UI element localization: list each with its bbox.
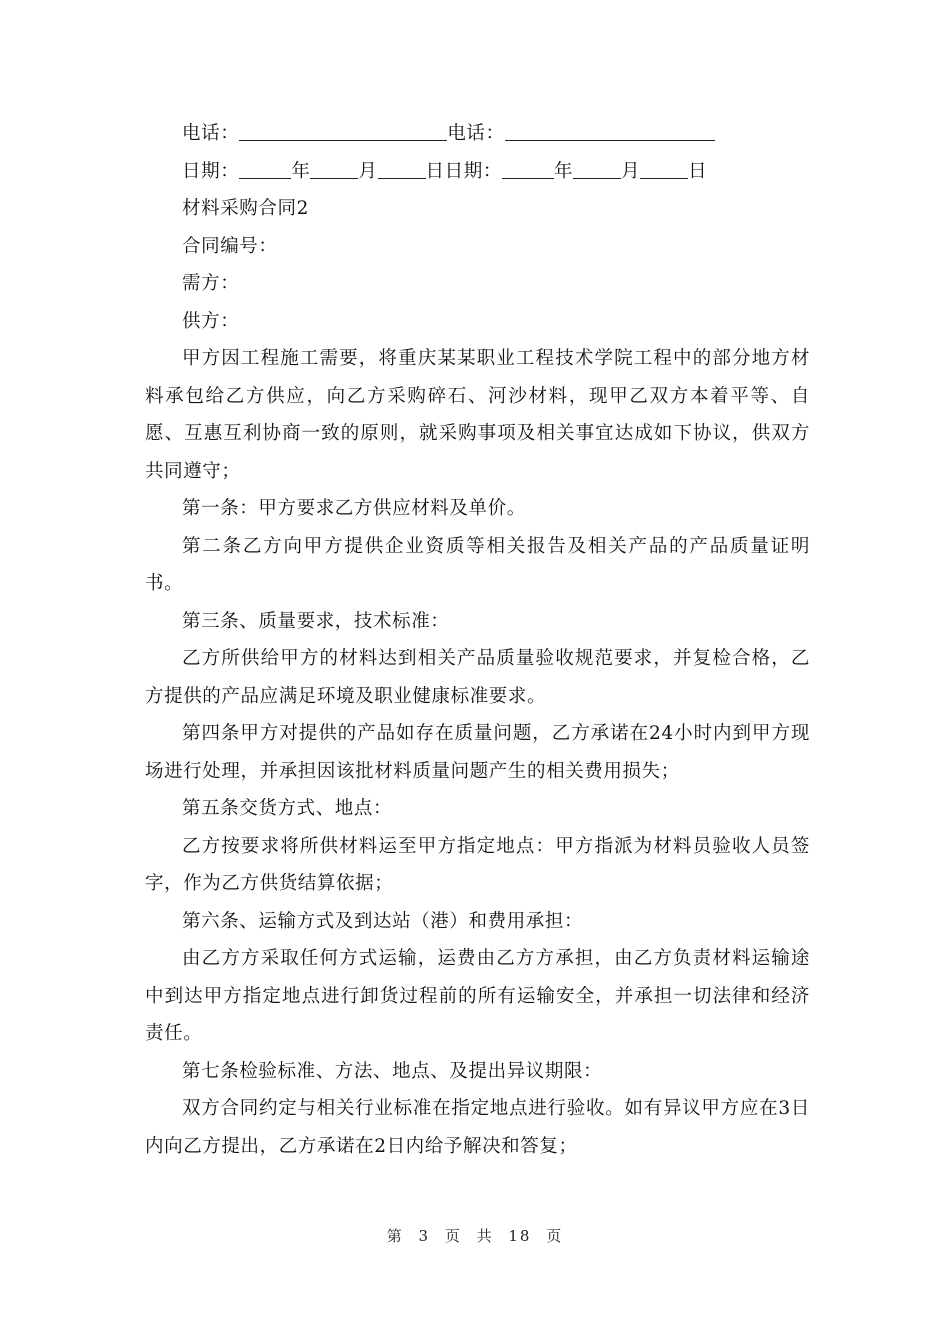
paragraph-article-2: 第二条乙方向甲方提供企业资质等相关报告及相关产品的产品质量证明书。 [145, 535, 810, 594]
paragraph-article-6-body: 由乙方方采取任何方式运输，运费由乙方方承担，由乙方负责材料运输途中到达甲方指定地点进行卸货过程前的所有运输安全，并承担一切法律和经济责任。 [145, 948, 810, 1044]
buyer-label: 需方： [182, 273, 240, 294]
page-footer: 第 3 页 共 18 页 [386, 1227, 564, 1245]
document-body [145, 115, 810, 1165]
paragraph-article-5-body: 乙方按要求将所供材料运至甲方指定地点：甲方指派为材料员验收人员签字，作为乙方供货结算依据； [145, 835, 810, 894]
contract-number-label: 合同编号： [182, 235, 278, 257]
date-row [145, 153, 810, 191]
paragraph-article-7-body: 双方合同约定与相关行业标准在指定地点进行验收。如有异议甲方应在3日内向乙方提出，乙方承诺在2日内给予解决和答复； [145, 1098, 810, 1157]
year-blank-a [239, 160, 291, 179]
year-label-a: 年 [291, 160, 311, 182]
paragraph-article-5-heading: 第五条交货方式、地点： [182, 798, 393, 819]
contract-title: 材料采购合同2 [182, 198, 309, 219]
supplier-label: 供方： [182, 310, 240, 332]
date-label-a: 日期： [182, 160, 240, 182]
paragraph-article-1: 第一条：甲方要求乙方供应材料及单价。 [182, 498, 526, 519]
phone-row [145, 115, 810, 153]
paragraph-article-3-heading: 第三条、质量要求，技术标准： [182, 610, 450, 632]
year-label-b: 年 [553, 160, 574, 182]
year-blank-b [502, 160, 554, 179]
phone-label-b: 电话： [447, 123, 505, 144]
phone-label-a: 电话： [182, 123, 240, 144]
paragraph-article-6-heading: 第六条、运输方式及到达站（港）和费用承担： [182, 910, 584, 932]
day-blank-b [640, 160, 688, 179]
paragraph-article-4: 第四条甲方对提供的产品如存在质量问题，乙方承诺在24小时内到甲方现场进行处理，并承担因该批材料质量问题产生的相关费用损失； [145, 723, 810, 782]
phone-blank-b [505, 122, 715, 141]
paragraph-article-7-heading: 第七条检验标准、方法、地点、及提出异议期限： [182, 1060, 603, 1082]
month-label-a: 月 [358, 160, 378, 182]
date-label-b: 日期： [444, 160, 502, 182]
phone-blank-a [239, 122, 447, 141]
month-blank-b [573, 160, 621, 179]
day-label-a: 日 [425, 160, 445, 182]
month-blank-a [310, 160, 358, 179]
month-label-b: 月 [621, 160, 641, 182]
day-blank-a [378, 160, 426, 179]
day-label-b: 日 [688, 160, 708, 182]
paragraph-article-3-body: 乙方所供给甲方的材料达到相关产品质量验收规范要求，并复检合格，乙方提供的产品应满足环境及职业健康标准要求。 [145, 648, 810, 707]
paragraph-intro: 甲方因工程施工需要，将重庆某某职业工程技术学院工程中的部分地方材料承包给乙方供应，向乙方采购碎石、河沙材料，现甲乙双方本着平等、自愿、互惠互利协商一致的原则，就采购事项及相关事宜达成如下协议，供双方共同遵守； [145, 348, 810, 482]
